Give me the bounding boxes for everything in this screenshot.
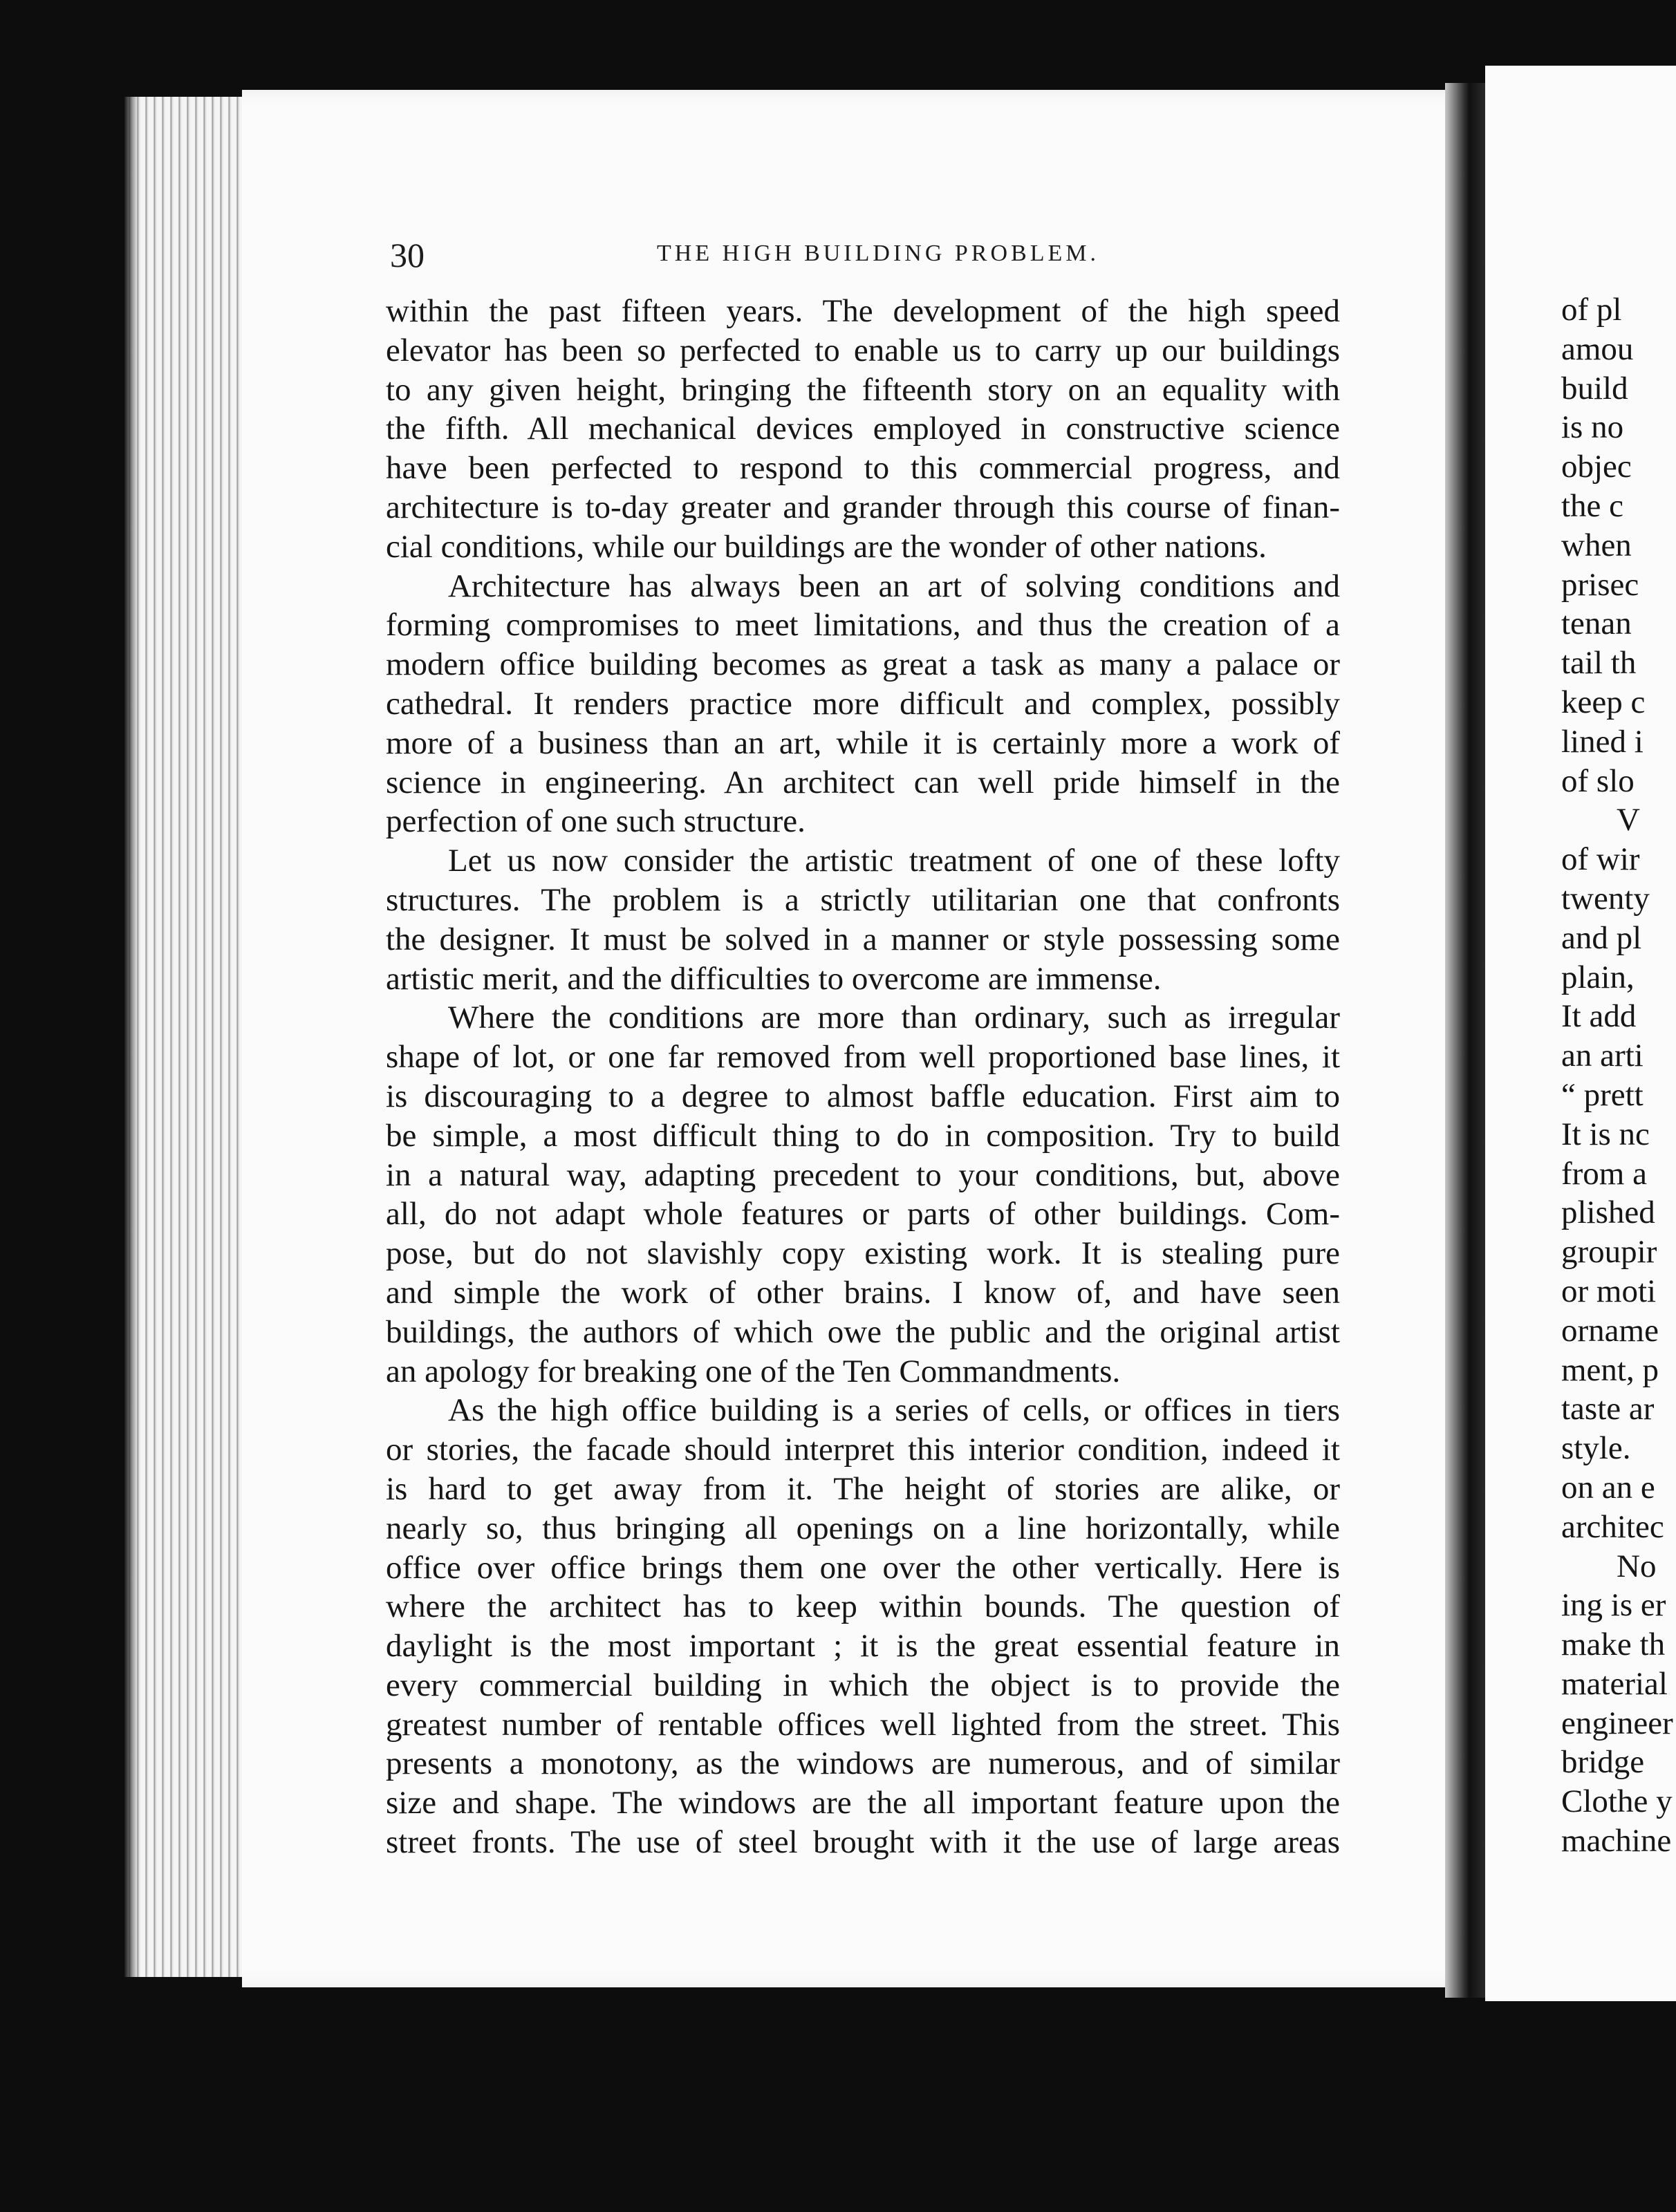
text-line: Where the conditions are more than ordinary, such as irregular [448,1000,1340,1036]
text-line: size and shape. The windows are the all important feature upon the [386,1785,1340,1821]
text-line: Let us now consider the artistic treatment of one of these lofty [448,843,1340,879]
text-line: the designer. It must be solved in a manner or style possessing some [386,921,1340,957]
text-line: of wir [1561,841,1640,878]
text-line: architecture is to-day greater and grander through this course of finan- [386,489,1340,525]
text-line: architec [1561,1508,1664,1545]
text-line: taste ar [1561,1391,1655,1427]
text-line: within the past fifteen years. The development of the high speed [386,293,1340,329]
running-title: THE HIGH BUILDING PROBLEM. [657,241,1099,266]
text-line: make th [1561,1627,1666,1663]
text-line: cial conditions, while our buildings are the wonder of other nations. [386,528,1267,565]
text-line: shape of lot, or one far removed from well proportioned base lines, it [386,1039,1340,1076]
text-line: No [1617,1548,1657,1584]
text-line: where the architect has to keep within bounds. The question of [386,1588,1340,1625]
text-line: engineer [1561,1705,1673,1741]
text-line: science in engineering. An architect can well pride himself in the [386,764,1340,800]
text-line: objec [1561,449,1632,485]
text-line: build [1561,370,1628,406]
text-line: modern office building becomes as great a task as many a palace or [386,646,1340,683]
text-line: be simple, a most difficult thing to do in composition. Try to build [386,1117,1340,1154]
text-line: forming compromises to meet limitations, and thus the creation of a [386,607,1340,644]
text-line: perfection of one such structure. [386,803,806,840]
text-line: office over office brings them one over the other vertically. Here is [386,1549,1340,1586]
text-line: all, do not adapt whole features or parts of other buildings. Com- [386,1196,1340,1232]
text-line: greatest number of rentable offices well lighted from the street. This [386,1706,1340,1743]
text-line: keep c [1561,684,1646,720]
text-line: daylight is the most important ; it is the great essential feature in [386,1628,1340,1665]
body-text [386,292,1340,1862]
text-line: every commercial building in which the object is to provide the [386,1667,1340,1703]
text-line: It add [1561,998,1637,1035]
text-line: orname [1561,1312,1659,1349]
text-line: the fifth. All mechanical devices employed in constructive science [386,411,1340,447]
text-line: is no [1561,409,1624,446]
left-page [242,90,1480,1987]
text-line: in a natural way, adapting precedent to your conditions, but, above [386,1156,1340,1193]
text-line: and pl [1561,919,1642,956]
text-line: have been perfected to respond to this commercial progress, and [386,450,1340,487]
text-line: elevator has been so perfected to enable us to carry up our buildings [386,332,1340,368]
text-line: or stories, the facade should interpret this interior condition, indeed it [386,1432,1340,1468]
text-line: an arti [1561,1038,1644,1074]
text-line: more of a business than an art, while it is certainly more a work of [386,724,1340,761]
text-line: street fronts. The use of steel brought with it the use of large areas [386,1824,1340,1861]
running-head [242,235,1480,276]
right-page [1485,66,1676,2001]
text-line: cathedral. It renders practice more difficult and complex, possibly [386,685,1340,722]
right-page-text [1561,290,1673,1861]
text-line: groupir [1561,1234,1657,1271]
text-line: lined i [1561,723,1644,760]
text-line: style. [1561,1430,1631,1467]
book-gutter [1445,83,1485,1998]
text-line: bridge [1561,1744,1645,1781]
text-line: twenty [1561,880,1650,917]
text-line: ing is er [1561,1587,1666,1624]
text-line: ment, p [1561,1351,1659,1388]
text-line: nearly so, thus bringing all openings on a line horizontally, while [386,1510,1340,1546]
text-line: an apology for breaking one of the Ten Commandments. [386,1353,1121,1389]
text-line: of pl [1561,292,1622,328]
text-line: presents a monotony, as the windows are numerous, and of similar [386,1745,1340,1782]
page-number: 30 [390,236,425,274]
text-line: As the high office building is a series of cells, or offices in tiers [448,1392,1340,1429]
text-line: and simple the work of other brains. I know of, and have seen [386,1274,1340,1311]
text-line: on an e [1561,1469,1655,1506]
text-line: plished [1561,1194,1655,1231]
text-line: or moti [1561,1273,1657,1309]
text-line: Clothe y [1561,1783,1673,1820]
text-line: Architecture has always been an art of solving conditions and [448,568,1340,604]
text-line: plain, [1561,959,1635,995]
text-line: pose, but do not slavishly copy existing work. It is stealing pure [386,1235,1340,1272]
text-line: tail th [1561,645,1637,682]
text-line: is hard to get away from it. The height of stories are alike, or [386,1470,1340,1507]
text-line: amou [1561,330,1634,367]
text-line: “ prett [1561,1076,1644,1113]
text-line: when [1561,527,1632,563]
page-edges [124,97,245,1977]
text-line: tenan [1561,606,1632,642]
text-line: buildings, the authors of which owe the public and the original artist [386,1313,1340,1350]
text-line: prisec [1561,566,1639,603]
text-line: structures. The problem is a strictly utilitarian one that confronts [386,881,1340,918]
text-line: machine [1561,1823,1672,1859]
text-line: is discouraging to a degree to almost baffle education. First aim to [386,1078,1340,1114]
text-line: from a [1561,1155,1647,1192]
text-line: V [1617,802,1640,838]
text-line: the c [1561,487,1624,524]
text-line: It is nc [1561,1116,1650,1152]
text-line: artistic merit, and the difficulties to overcome are immense. [386,960,1162,997]
text-line: of slo [1561,762,1635,799]
text-line: to any given height, bringing the fifteenth story on an equality with [386,371,1340,408]
text-line: material [1561,1665,1668,1702]
